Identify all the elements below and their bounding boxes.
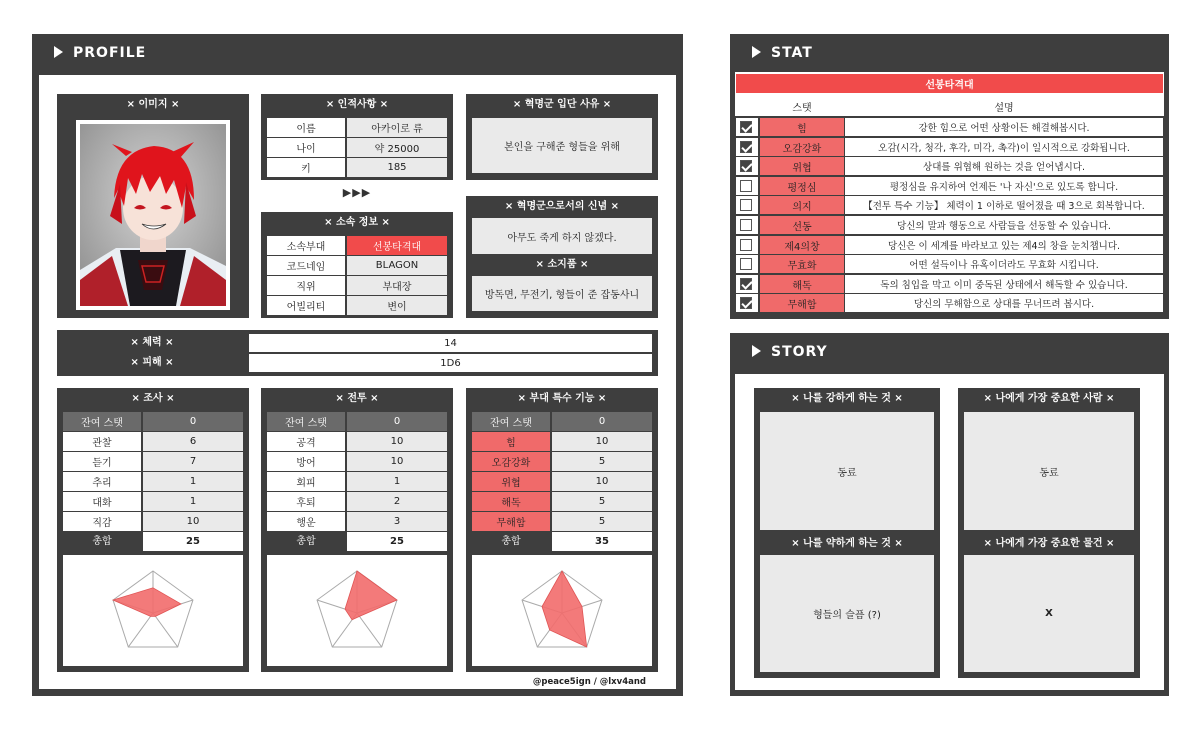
unit-skill-label-0: 힘 — [472, 432, 550, 451]
belongings-text: 방독면, 무전기, 형들이 준 잡동사니 — [472, 276, 652, 311]
story-box-weakens-title: × 나를 약하게 하는 것 × — [791, 538, 903, 549]
combat-remaining-label: 잔여 스탯 — [267, 412, 345, 431]
stat-row-desc: 당신은 이 세계를 바라보고 있는 제4의 창을 눈치챕니다. — [845, 236, 1163, 254]
unit-skill-panel — [466, 388, 658, 672]
stat-title: STAT — [752, 45, 813, 61]
story-box-strengthens — [754, 388, 940, 533]
vital-damage-value: 1D6 — [249, 354, 652, 372]
story-box-strengthens-title: × 나를 강하게 하는 것 × — [791, 393, 903, 404]
investigation-value-3: 1 — [143, 492, 243, 511]
investigation-remaining-value: 0 — [143, 412, 243, 431]
story-box-important-item — [958, 533, 1140, 678]
stat-row-desc: 독의 침입을 막고 이미 중독된 상태에서 해독할 수 있습니다. — [845, 275, 1163, 293]
unit-skill-label-1: 오감강화 — [472, 452, 550, 471]
story-box-important-person-title: × 나에게 가장 중요한 사람 × — [983, 393, 1115, 404]
combat-label-4: 행운 — [267, 512, 345, 531]
stat-checkbox[interactable] — [740, 239, 752, 251]
affiliation-value-rank: 부대장 — [347, 276, 447, 295]
belief-panel — [466, 196, 658, 318]
unit-skill-radar-chart — [472, 555, 652, 666]
investigation-value-2: 1 — [143, 472, 243, 491]
investigation-value-4: 10 — [143, 512, 243, 531]
stat-row — [736, 236, 758, 254]
vital-damage-label: × 피해 × — [130, 357, 174, 368]
stat-row-desc: 어떤 설득이나 유혹이더라도 무효화 시킵니다. — [845, 255, 1163, 273]
stat-unit-banner: 선봉타격대 — [736, 74, 1163, 93]
unit-skill-label-2: 위협 — [472, 472, 550, 491]
vitals-panel — [57, 330, 658, 376]
affiliation-label-rank: 직위 — [267, 276, 345, 295]
unit-skill-value-3: 5 — [552, 492, 652, 511]
stat-row — [736, 177, 758, 195]
personal-value-age: 약 25000 — [347, 138, 447, 157]
portrait-frame — [76, 120, 230, 310]
radar-axis — [153, 613, 178, 647]
stat-checkbox[interactable] — [740, 219, 752, 231]
stat-row-name: 위협 — [760, 157, 844, 175]
stat-row-name: 오감강화 — [760, 138, 844, 156]
stat-row-desc: 상대를 위협해 원하는 것을 얻어냅시다. — [845, 157, 1163, 175]
stat-row-name: 해독 — [760, 275, 844, 293]
investigation-label-4: 직감 — [63, 512, 141, 531]
investigation-radar-box — [63, 555, 243, 666]
personal-value-name: 아카이로 류 — [347, 118, 447, 137]
stat-row-desc: 당신의 말과 행동으로 사람들을 선동할 수 있습니다. — [845, 216, 1163, 234]
stat-row — [736, 118, 758, 136]
unit-skill-value-0: 10 — [552, 432, 652, 451]
arrows-decoration: ▶▶▶ — [342, 186, 372, 199]
combat-label-0: 공격 — [267, 432, 345, 451]
unit-skill-remaining-value: 0 — [552, 412, 652, 431]
story-box-strengthens-text: 동료 — [760, 412, 934, 530]
unit-skill-total-value: 35 — [552, 532, 652, 551]
combat-total-value: 25 — [347, 532, 447, 551]
join-reason-title: × 혁명군 입단 사유 × — [512, 99, 612, 110]
vital-hp-value: 14 — [249, 334, 652, 352]
unit-skill-total-label: 총합 — [501, 536, 521, 547]
stat-row — [736, 275, 758, 293]
radar-axis — [128, 613, 153, 647]
personal-value-height: 185 — [347, 158, 447, 177]
play-triangle-icon — [752, 46, 761, 58]
combat-label-3: 후퇴 — [267, 492, 345, 511]
investigation-label-1: 듣기 — [63, 452, 141, 471]
character-portrait — [76, 120, 230, 310]
stat-header-desc: 설명 — [994, 103, 1014, 114]
combat-radar-chart — [267, 555, 447, 666]
personal-info-panel — [261, 94, 453, 180]
unit-skill-label-4: 무해함 — [472, 512, 550, 531]
stat-checkbox[interactable] — [740, 199, 752, 211]
image-panel — [57, 94, 249, 318]
personal-info-title: × 인적사항 × — [325, 99, 389, 110]
combat-remaining-value: 0 — [347, 412, 447, 431]
affiliation-label-unit: 소속부대 — [267, 236, 345, 255]
story-box-important-item-text: X — [964, 555, 1134, 672]
stat-row-desc: 오감(시각, 청각, 후각, 미각, 촉각)이 일시적으로 강화됩니다. — [845, 138, 1163, 156]
stat-row — [736, 255, 758, 273]
stat-row-name: 의지 — [760, 196, 844, 214]
unit-skill-value-2: 10 — [552, 472, 652, 491]
unit-skill-title: × 부대 특수 기능 × — [517, 393, 607, 404]
story-box-important-item-title: × 나에게 가장 중요한 물건 × — [983, 538, 1115, 549]
stat-row-desc: 당신의 무해함으로 상대를 무너뜨려 봅시다. — [845, 294, 1163, 312]
radar-data-area — [542, 571, 587, 647]
combat-label-2: 회피 — [267, 472, 345, 491]
combat-value-2: 1 — [347, 472, 447, 491]
investigation-label-3: 대화 — [63, 492, 141, 511]
combat-panel — [261, 388, 453, 672]
investigation-total-label: 총합 — [92, 536, 112, 547]
credit-text: @peace5ign / @lxv4and — [532, 677, 646, 687]
stat-row — [736, 216, 758, 234]
stat-row — [736, 294, 758, 312]
story-title: STORY — [752, 344, 828, 360]
stat-row-desc: 평정심을 유지하여 언제든 '나 자신'으로 있도록 합니다. — [845, 177, 1163, 195]
affiliation-label-codename: 코드네임 — [267, 256, 345, 275]
affiliation-title: × 소속 정보 × — [324, 217, 390, 228]
stat-row-name: 힘 — [760, 118, 844, 136]
play-triangle-icon — [752, 345, 761, 357]
stat-row-name: 무효화 — [760, 255, 844, 273]
join-reason-panel — [466, 94, 658, 180]
belongings-title: × 소지품 × — [535, 259, 589, 270]
stat-checkbox[interactable] — [740, 160, 752, 172]
vital-hp-label: × 체력 × — [130, 337, 174, 348]
stat-row — [736, 157, 758, 175]
stat-checkbox[interactable] — [740, 258, 752, 270]
unit-skill-label-3: 해독 — [472, 492, 550, 511]
stat-row — [736, 196, 758, 214]
combat-label-1: 방어 — [267, 452, 345, 471]
affiliation-label-ability: 어빌리티 — [267, 296, 345, 315]
stat-row-name: 선동 — [760, 216, 844, 234]
investigation-remaining-label: 잔여 스탯 — [63, 412, 141, 431]
investigation-label-0: 관찰 — [63, 432, 141, 451]
play-triangle-icon — [54, 46, 63, 58]
stat-checkbox[interactable] — [740, 121, 752, 133]
combat-title: × 전투 × — [335, 393, 379, 404]
story-box-weakens — [754, 533, 940, 678]
stat-row-name: 제4의창 — [760, 236, 844, 254]
personal-label-name: 이름 — [267, 118, 345, 137]
stat-checkbox[interactable] — [740, 297, 752, 309]
combat-value-1: 10 — [347, 452, 447, 471]
personal-label-age: 나이 — [267, 138, 345, 157]
affiliation-value-unit: 선봉타격대 — [347, 236, 447, 255]
story-box-weakens-text: 형들의 슬픔 (?) — [760, 555, 934, 672]
image-panel-title: × 이미지 × — [126, 99, 180, 110]
belief-text: 아무도 죽게 하지 않겠다. — [472, 218, 652, 254]
affiliation-value-ability: 변이 — [347, 296, 447, 315]
unit-skill-value-1: 5 — [552, 452, 652, 471]
stat-row — [736, 138, 758, 156]
combat-value-3: 2 — [347, 492, 447, 511]
investigation-title: × 조사 × — [131, 393, 175, 404]
radar-axis — [357, 613, 382, 647]
profile-title: PROFILE — [54, 45, 146, 61]
stat-row-desc: 강한 힘으로 어떤 상황이든 해결해봅시다. — [845, 118, 1163, 136]
combat-value-0: 10 — [347, 432, 447, 451]
affiliation-value-codename: BLAGON — [347, 256, 447, 275]
story-box-important-person — [958, 388, 1140, 533]
unit-skill-radar-box — [472, 555, 652, 666]
stat-checkbox[interactable] — [740, 278, 752, 290]
story-box-important-person-text: 동료 — [964, 412, 1134, 530]
investigation-value-0: 6 — [143, 432, 243, 451]
unit-skill-remaining-label: 잔여 스탯 — [472, 412, 550, 431]
stat-checkbox[interactable] — [740, 141, 752, 153]
stat-row-desc: 【전투 특수 기능】 체력이 1 이하로 떨어졌을 때 3으로 회복합니다. — [845, 196, 1163, 214]
belief-title: × 혁명군으로서의 신념 × — [504, 201, 620, 212]
affiliation-panel — [261, 212, 453, 318]
combat-radar-box — [267, 555, 447, 666]
investigation-panel — [57, 388, 249, 672]
personal-label-height: 키 — [267, 158, 345, 177]
stat-header-stat: 스탯 — [792, 103, 812, 114]
combat-total-label: 총합 — [296, 536, 316, 547]
investigation-value-1: 7 — [143, 452, 243, 471]
join-reason-text: 본인을 구해준 형들을 위해 — [472, 118, 652, 173]
combat-value-4: 3 — [347, 512, 447, 531]
investigation-radar-chart — [63, 555, 243, 666]
stat-checkbox[interactable] — [740, 180, 752, 192]
unit-skill-value-4: 5 — [552, 512, 652, 531]
stat-row-name: 평정심 — [760, 177, 844, 195]
investigation-label-2: 추리 — [63, 472, 141, 491]
stat-row-name: 무해함 — [760, 294, 844, 312]
radar-data-area — [345, 571, 397, 620]
investigation-total-value: 25 — [143, 532, 243, 551]
